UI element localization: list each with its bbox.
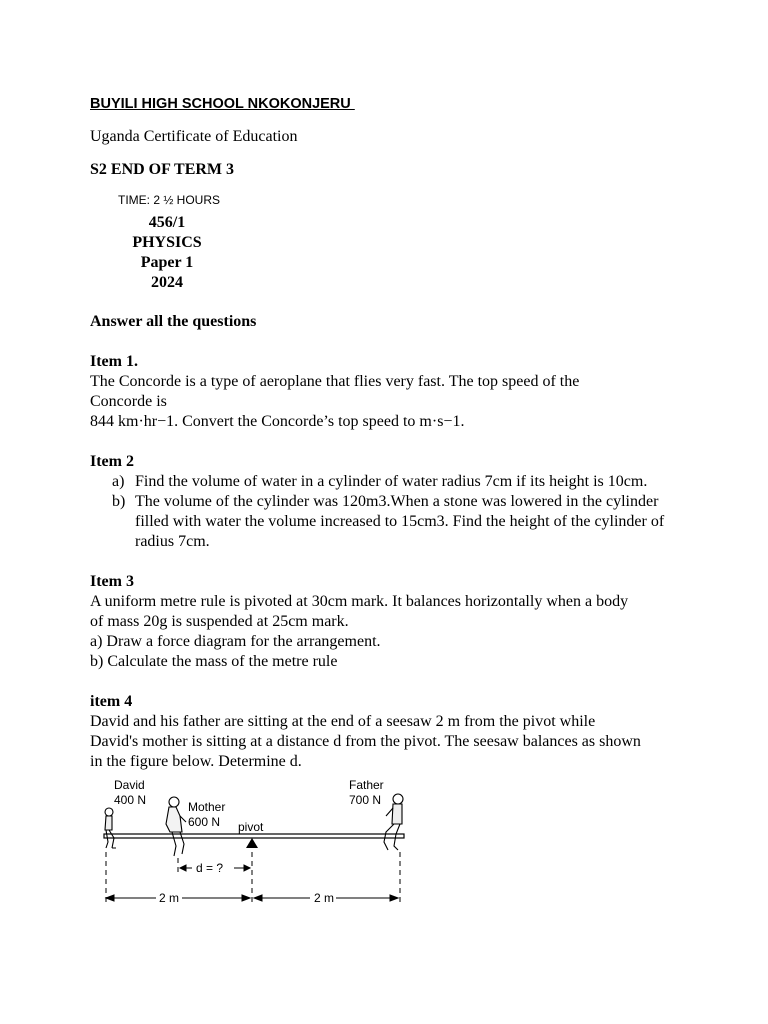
instructions: Answer all the questions [90, 313, 257, 330]
item-3-line: a) Draw a force diagram for the arrangement. [90, 633, 381, 650]
paper-code: 456/1 [148, 214, 186, 231]
father-figure [384, 794, 403, 850]
item-4-line: David's mother is sitting at a distance d from the pivot. The seesaw balances as shown [90, 733, 641, 750]
exam-time: TIME: 2 ½ HOURS [118, 193, 221, 207]
d-label: d = ? [196, 861, 224, 875]
item-2-part-b [90, 492, 690, 552]
mother-figure [166, 797, 186, 856]
paper-number: Paper 1 [140, 254, 194, 271]
item-1-line: The Concorde is a type of aeroplane that flies very fast. The top speed of the [90, 373, 580, 390]
item-1 [90, 352, 690, 432]
distance-markers [106, 852, 400, 904]
item-1-title: Item 1. [90, 353, 138, 370]
left-distance-label: 2 m [159, 891, 180, 905]
mother-name: Mother [188, 800, 226, 814]
right-distance-label: 2 m [314, 891, 335, 905]
david-weight: 400 N [114, 793, 147, 807]
item-4-line: in the figure below. Determine d. [90, 753, 302, 770]
item-1-line: Concorde is [90, 393, 167, 410]
seesaw-diagram [96, 776, 412, 908]
item-3-line: of mass 20g is suspended at 25cm mark. [90, 613, 349, 630]
part-text: The volume of the cylinder was 120m3.When a stone was lowered in the cylinder filled with water the volume increased to 15cm3. Find the height of the cylinder of radius 7cm. [135, 493, 665, 550]
david-figure [105, 808, 116, 848]
father-name: Father [349, 778, 384, 792]
part-marker: a) [112, 473, 125, 490]
paper-info [117, 213, 217, 293]
item-2-title: Item 2 [90, 453, 134, 470]
item-2-parts [90, 472, 690, 552]
exam-year: 2024 [151, 274, 183, 291]
seesaw-plank [104, 834, 404, 838]
school-name: BUYILI HIGH SCHOOL NKOKONJERU [90, 96, 355, 112]
subject-name: PHYSICS [132, 234, 202, 251]
item-3-title: Item 3 [90, 573, 134, 590]
part-text: Find the volume of water in a cylinder of water radius 7cm if its height is 10cm. [135, 473, 648, 490]
item-4-title: item 4 [90, 693, 133, 710]
item-4-line: David and his father are sitting at the end of a seesaw 2 m from the pivot while [90, 713, 596, 730]
pivot-label: pivot [238, 820, 264, 834]
item-2-part-a [90, 472, 690, 492]
item-3 [90, 572, 690, 672]
item-3-line: b) Calculate the mass of the metre rule [90, 653, 338, 670]
pivot-triangle [246, 838, 258, 848]
item-4 [90, 692, 690, 772]
seesaw-figure [96, 776, 412, 908]
certificate-title: Uganda Certificate of Education [90, 128, 298, 145]
term-title: S2 END OF TERM 3 [90, 161, 235, 178]
part-marker: b) [112, 493, 126, 510]
david-name: David [114, 778, 145, 792]
mother-weight: 600 N [188, 815, 221, 829]
father-weight: 700 N [349, 793, 382, 807]
item-2 [90, 452, 690, 552]
item-3-line: A uniform metre rule is pivoted at 30cm mark. It balances horizontally when a body [90, 593, 629, 610]
item-1-line: 844 km·hr−1. Convert the Concorde’s top speed to m·s−1. [90, 413, 465, 430]
